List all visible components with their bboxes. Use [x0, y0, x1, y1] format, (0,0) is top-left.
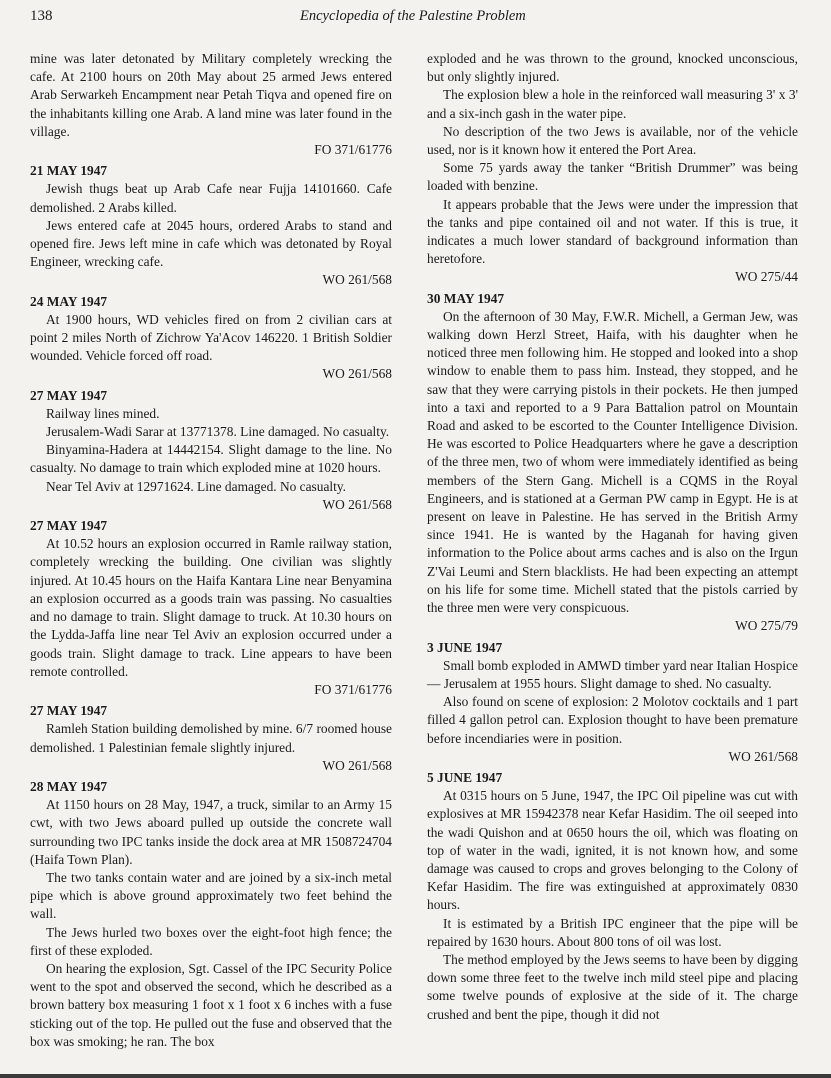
archive-reference: WO 261/568	[728, 748, 798, 764]
body-paragraph: At 10.52 hours an explosion occurred in Ramle railway station, completely wrecking the building. One civilian was slightly injured. At 10.45 hours on the Haifa Kantara Line near Benyamina an explosion occurred as a goods train was passing. No casualties and no damage to train. Slight damage to truck. At 10.30 hours on the Lydda-Jaffa line near Tel Aviv an explosion occurred under a goods train. Slight damage to track. Line appears to have been remote controlled.	[30, 536, 392, 679]
body-paragraph: Railway lines mined.	[46, 405, 160, 421]
entry-date-heading: 27 MAY 1947	[30, 387, 108, 403]
entry-date-heading: 27 MAY 1947	[30, 703, 108, 719]
running-title: Encyclopedia of the Palestine Problem	[300, 8, 526, 24]
archive-reference: WO 275/44	[735, 269, 798, 285]
body-paragraph: mine was later detonated by Military completely wrecking the cafe. At 2100 hours on 20th May about 25 armed Jews entered Arab Serwarkeh Encampment near Petah Tiqva and opened fire on the inhabitants killing one Arab. A land mine was later found in the village.	[30, 51, 392, 139]
body-paragraph: Jews entered cafe at 2045 hours, ordered Arabs to stand and opened fire. Jews left mine in cafe which was detonated by Royal Engineer, wrecking cafe.	[30, 217, 392, 270]
entry-date-heading: 28 MAY 1947	[30, 778, 108, 794]
page-number: 138	[30, 8, 53, 24]
body-paragraph: Near Tel Aviv at 12971624. Line damaged. No casualty.	[46, 478, 347, 494]
archive-reference: WO 261/568	[322, 496, 392, 512]
archive-reference: WO 275/79	[735, 618, 798, 634]
left-column	[30, 50, 392, 1051]
body-paragraph: No description of the two Jews is available, nor of the vehicle used, nor is it known how it entered the Port Area.	[427, 123, 798, 158]
body-paragraph: The Jews hurled two boxes over the eight-foot high fence; the first of these exploded.	[30, 924, 392, 958]
body-paragraph: Some 75 yards away the tanker “British Drummer” was being loaded with benzine.	[427, 160, 798, 194]
archive-reference: WO 261/568	[322, 757, 392, 773]
entry-date-heading: 30 MAY 1947	[427, 290, 505, 306]
body-paragraph: The two tanks contain water and are joined by a six-inch metal pipe which is above ground approximately two feet behind the wall.	[30, 869, 392, 922]
page-header	[0, 0, 831, 34]
body-paragraph: At 1900 hours, WD vehicles fired on from 2 civilian cars at point 2 miles North of Zichrow Ya'Acov 146220. 1 British Soldier wounded. Vehicle forced off road.	[30, 311, 392, 364]
body-paragraph: The explosion blew a hole in the reinforced wall measuring 3' x 3' and a six-inch gash in the water pipe.	[427, 87, 798, 121]
archive-reference: WO 261/568	[322, 366, 392, 382]
body-paragraph: At 1150 hours on 28 May, 1947, a truck, similar to an Army 15 cwt, with two Jews aboard pulled up outside the concrete wall surrounding two IPC tanks inside the dock area at MR 1508724704 (Haifa Town Plan).	[30, 797, 392, 867]
body-paragraph: Jewish thugs beat up Arab Cafe near Fujja 14101660. Cafe demolished. 2 Arabs killed.	[30, 181, 392, 215]
body-paragraph: At 0315 hours on 5 June, 1947, the IPC Oil pipeline was cut with explosives at MR 15942378 near Kefar Hasidim. The oil seeped into the wadi Quishon and at 0650 hours the oil, which was floating on top of water in the wadi, ignited, it is not known how, and some damage was caused to crops and groves belonging to the Colony of Kefar Hasidim. The fire was extinguished at approximately 0830 hours.	[427, 788, 798, 913]
body-paragraph: On the afternoon of 30 May, F.W.R. Michell, a German Jew, was walking down Herzl Street, Haifa, with his daughter when he noticed three men following him. He stopped and looked into a shop window to enable them to pass him. Instead, they stopped, and he saw that they were carrying pistols in their pockets. He then jumped into a taxi and reported to a 9 Para Battalion patrol on Mountain Road and asked to be escorted to the Counter Intelligence Division. He was escorted to Police Headquarters where he gave a description of the three men, two of whom were immediately identified as being members of the Stern Gang. Michell is a CQMS in the Royal Engineers, and is stationed at a German PW camp in Egypt. He is at present on leave in Palestine. He has served in the British Army since 1941. He is wanted by the Haganah for having given information to the Police about arms caches and is also on the Irgun Z'Vai Leumi and Stern blacklists. He had been expecting an attempt on his life for some time. Michell stated that the pistols carried by the three men were very conspicuous.	[427, 308, 798, 616]
body-paragraph: It is estimated by a British IPC engineer that the pipe will be repaired by 1630 hours. About 800 tons of oil was lost.	[427, 915, 798, 949]
entry-date-heading: 24 MAY 1947	[30, 293, 108, 309]
body-paragraph: The method employed by the Jews seems to have been by digging down some three feet to the twelve inch mild steel pipe and placing some twelve pounds of explosive at the side of it. The charge crushed and bent the pipe, though it did not	[427, 951, 798, 1022]
entry-date-heading: 5 JUNE 1947	[427, 769, 503, 785]
body-paragraph: Binyamina-Hadera at 14442154. Slight damage to the line. No casualty. No damage to train which exploded mine at 1020 hours.	[30, 442, 392, 476]
archive-reference: WO 261/568	[322, 272, 392, 288]
archive-reference: FO 371/61776	[314, 142, 392, 158]
bottom-edge	[0, 1074, 831, 1078]
archive-reference: FO 371/61776	[314, 681, 392, 697]
body-paragraph: exploded and he was thrown to the ground, knocked unconscious, but only slightly injured.	[427, 51, 798, 85]
entry-date-heading: 3 JUNE 1947	[427, 639, 503, 655]
body-paragraph: Small bomb exploded in AMWD timber yard near Italian Hospice — Jerusalem at 1955 hours. Slight damage to shed. No casualty.	[427, 657, 798, 691]
entry-date-heading: 27 MAY 1947	[30, 518, 108, 534]
right-column	[427, 50, 798, 1024]
entry-date-heading: 21 MAY 1947	[30, 163, 108, 179]
body-paragraph: Ramleh Station building demolished by mine. 6/7 roomed house demolished. 1 Palestinian female slightly injured.	[30, 721, 392, 755]
body-paragraph: Jerusalem-Wadi Sarar at 13771378. Line damaged. No casualty.	[46, 424, 390, 440]
body-paragraph: Also found on scene of explosion: 2 Molotov cocktails and 1 part filled 4 gallon petrol can. Explosion thought to have been premature before incendiaries were in position.	[427, 694, 798, 746]
body-paragraph: It appears probable that the Jews were under the impression that the tanks and pipe contained oil and not water. If this is true, it indicates a much lower standard of background information than heretofore.	[427, 196, 798, 267]
body-paragraph: On hearing the explosion, Sgt. Cassel of the IPC Security Police went to the spot and observed the second, which he described as a brown battery box measuring 1 foot x 1 foot x 6 inches with a fuse sticking out of the top. He pulled out the fuse and observed that the box was smoking; he ran. The box	[30, 960, 392, 1049]
